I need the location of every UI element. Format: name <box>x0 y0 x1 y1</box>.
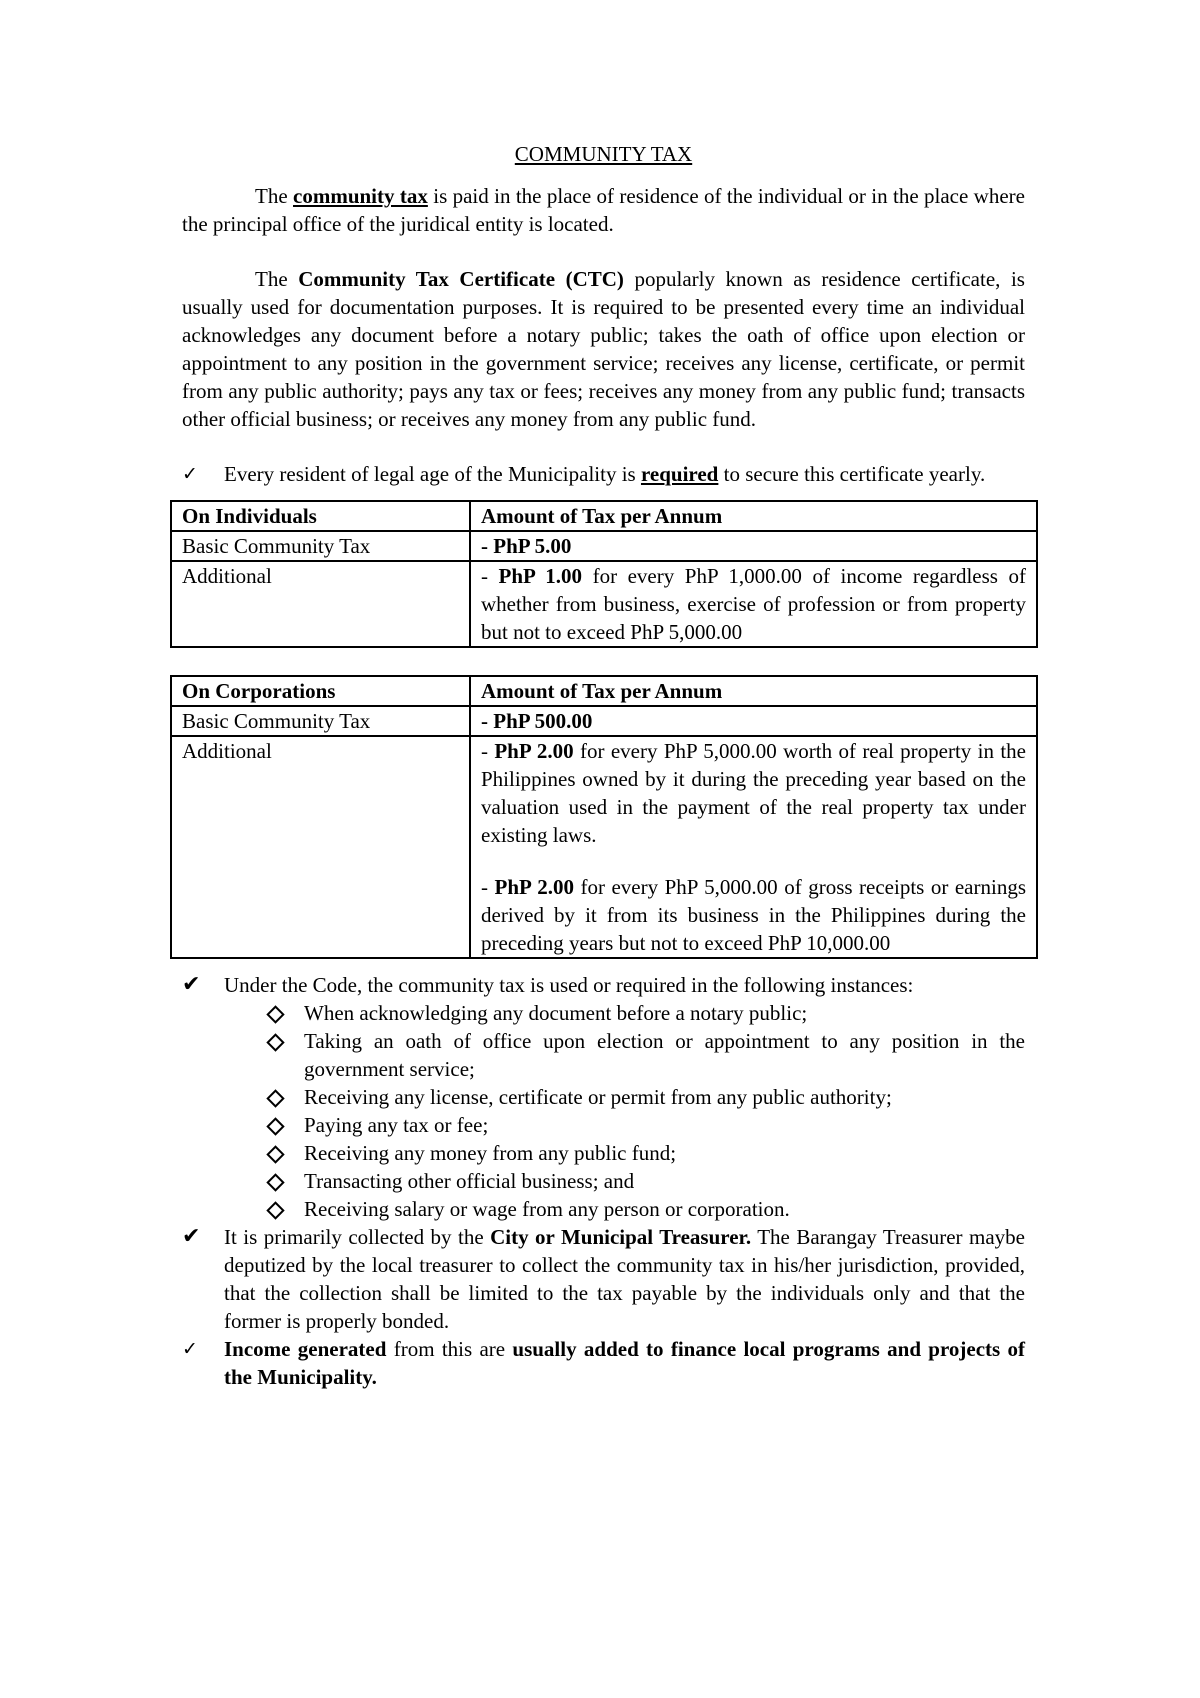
text-run: Every resident of legal age of the Municipality is <box>224 462 641 486</box>
code-instances-item <box>182 971 1025 999</box>
table-cell: Additional <box>171 736 470 958</box>
heavy-check-icon: ✔ <box>182 972 201 997</box>
amount-text: PhP 2.00 <box>494 739 574 763</box>
individuals-tax-table <box>170 500 1038 648</box>
table-row <box>171 736 1037 958</box>
list-item-text: Receiving any license, certificate or permit from any public authority; <box>304 1085 892 1109</box>
text-run: for every PhP 5,000.00 of gross receipts or earnings derived by it from its business in the Philippines during the preceding years but not to exceed PhP 10,000.00 <box>481 875 1026 955</box>
intro-paragraph-2 <box>182 265 1025 433</box>
instances-list <box>182 999 1025 1223</box>
table-row <box>171 706 1037 736</box>
text-run: Under the Code, the community tax is used or required in the following instances: <box>224 973 914 997</box>
table-header-cell <box>171 501 470 531</box>
corporations-tax-table <box>170 675 1038 959</box>
text-run: for every PhP 5,000.00 worth of real property in the Philippines owned by it during the preceding year based on the valuation used in the payment of the real property tax under existing laws. <box>481 739 1026 847</box>
diamond-outline-icon <box>266 1033 284 1051</box>
list-item <box>263 1139 1025 1167</box>
table-header-row <box>171 501 1037 531</box>
list-item <box>263 1083 1025 1111</box>
header-text: Amount of Tax per Annum <box>481 504 723 528</box>
table-cell: Additional <box>171 561 470 647</box>
table-header-cell <box>470 501 1037 531</box>
table-cell: Basic Community Tax <box>171 531 470 561</box>
text-run: from this are <box>386 1337 513 1361</box>
list-item-text: Receiving any money from any public fund; <box>304 1141 677 1165</box>
text-run: to secure this certificate yearly. <box>718 462 986 486</box>
amount-text: - PhP 5.00 <box>481 534 572 558</box>
table-cell <box>470 736 1037 958</box>
table-header-cell <box>171 676 470 706</box>
page-title: COMMUNITY TAX <box>514 142 693 166</box>
diamond-outline-icon <box>266 1145 284 1163</box>
text-run: - <box>481 564 499 588</box>
text-run: The <box>255 184 294 208</box>
amount-text: PhP 1.00 <box>498 564 583 588</box>
text-run: - <box>481 875 495 899</box>
income-term: Income generated <box>224 1337 387 1361</box>
text-run: for every PhP 1,000.00 of income regardless of whether from business, exercise of profession or from property but not to exceed PhP 5,000.00 <box>481 564 1027 644</box>
income-purpose: usually added to finance local programs and projects of the Municipality. <box>224 1337 1026 1389</box>
list-item <box>263 1111 1025 1139</box>
table-row <box>171 531 1037 561</box>
heavy-check-icon: ✔ <box>182 1224 201 1249</box>
header-text: On Corporations <box>182 679 336 703</box>
list-item-text: Taking an oath of office upon election or appointment to any position in the government service; <box>304 1029 1025 1081</box>
list-item-text: Transacting other official business; and <box>304 1169 635 1193</box>
header-text: On Individuals <box>182 504 317 528</box>
table-cell <box>470 531 1037 561</box>
required-term: required <box>640 462 719 486</box>
income-item <box>182 1335 1025 1391</box>
table-cell: Basic Community Tax <box>171 706 470 736</box>
additional-real-property <box>481 737 1026 849</box>
collector-term: City or Municipal Treasurer. <box>490 1225 752 1249</box>
diamond-outline-icon <box>266 1089 284 1107</box>
diamond-outline-icon <box>266 1117 284 1135</box>
table-cell <box>470 561 1037 647</box>
collector-item <box>182 1223 1025 1335</box>
diamond-outline-icon <box>266 1173 284 1191</box>
table-header-row <box>171 676 1037 706</box>
term-community-tax: community tax <box>293 184 428 208</box>
text-run: popularly known as residence certificate, is usually used for documentation purposes. It is required to be presented every time an individual acknowledges any document before a notary public; takes the oath of office upon election or appointment to any position in the government service; receives any license, certificate, or permit from any public authority; pays any tax or fees; receives any money from any public fund; transacts other official business; or receives any money from any public fund. <box>182 267 1025 431</box>
list-item-text: Receiving salary or wage from any person or corporation. <box>304 1197 790 1221</box>
term-ctc: Community Tax Certificate (CTC) <box>298 267 624 291</box>
list-item <box>263 1027 1025 1083</box>
table-row <box>171 561 1037 647</box>
list-item-text: Paying any tax or fee; <box>304 1113 489 1137</box>
list-item <box>263 1195 1025 1223</box>
check-icon: ✓ <box>182 463 198 485</box>
check-icon: ✓ <box>182 1338 198 1360</box>
resident-requirement-item <box>182 460 1025 488</box>
additional-gross-receipts <box>481 873 1026 957</box>
text-run: The <box>255 267 299 291</box>
text-run: - <box>481 739 495 763</box>
diamond-outline-icon <box>266 1201 284 1219</box>
intro-paragraph-1 <box>182 182 1025 238</box>
amount-text: - PhP 500.00 <box>481 709 593 733</box>
document-page <box>182 140 1025 1391</box>
table-header-cell <box>470 676 1037 706</box>
table-cell <box>470 706 1037 736</box>
list-item-text: When acknowledging any document before a notary public; <box>304 1001 808 1025</box>
header-text: Amount of Tax per Annum <box>481 679 723 703</box>
text-run: is paid in the place of residence of the individual or in the place where the principal office of the juridical entity is located. <box>182 184 1025 236</box>
list-item <box>263 999 1025 1027</box>
diamond-outline-icon <box>266 1005 284 1023</box>
text-run: It is primarily collected by the <box>224 1225 491 1249</box>
list-item <box>263 1167 1025 1195</box>
text-run: The Barangay Treasurer maybe deputized by the local treasurer to collect the community tax in his/her jurisdiction, provided, that the collection shall be limited to the tax payable by the individuals only and that the former is properly bonded. <box>224 1225 1025 1333</box>
amount-text: PhP 2.00 <box>494 875 574 899</box>
